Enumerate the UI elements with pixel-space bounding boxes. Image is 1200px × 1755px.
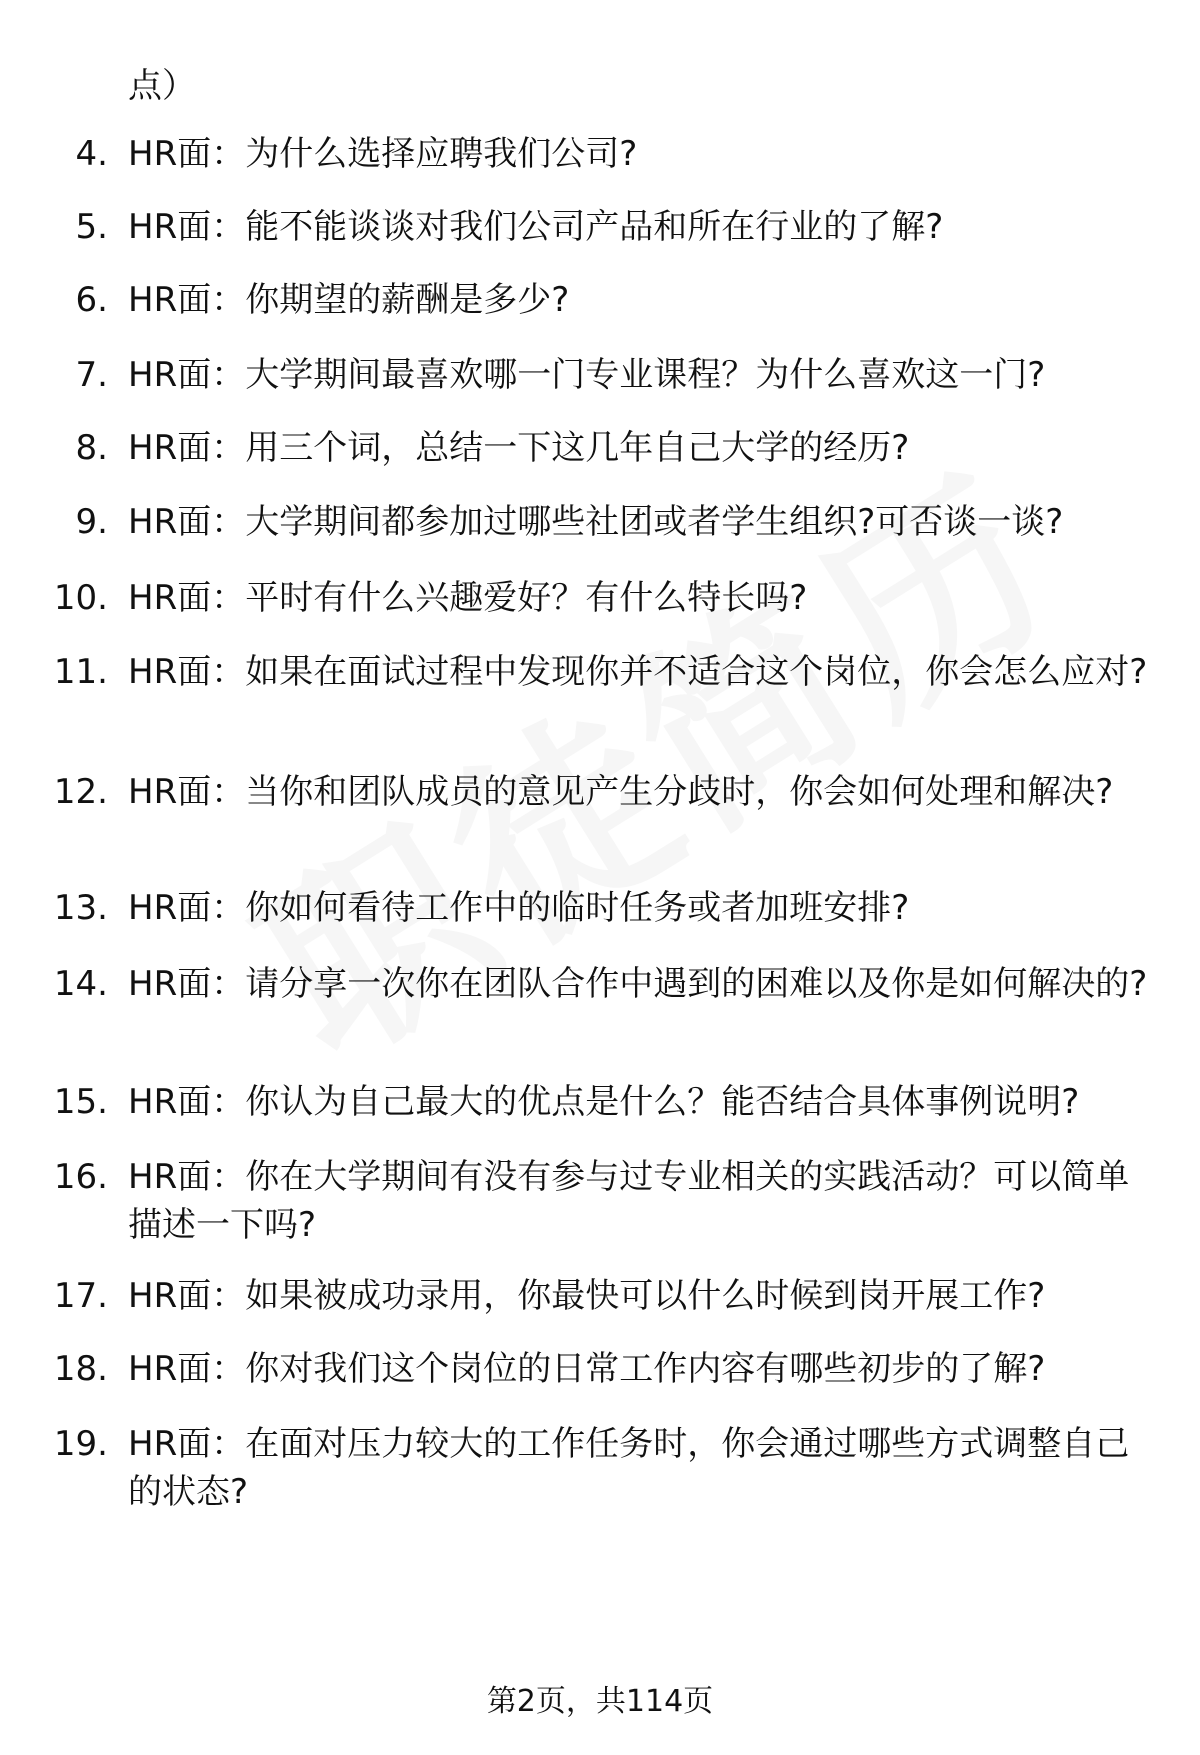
question-number: 10. [53, 578, 108, 618]
question-text: HR面：你在大学期间有没有参与过专业相关的实践活动？可以简单描述一下吗? [128, 1157, 1130, 1245]
question-text: HR面：你认为自己最大的优点是什么？能否结合具体事例说明? [128, 1082, 1080, 1122]
question-number: 17. [53, 1276, 108, 1316]
question-number: 13. [53, 888, 108, 928]
question-number: 12. [53, 772, 108, 812]
question-text: HR面：如果被成功录用，你最快可以什么时候到岗开展工作? [128, 1276, 1046, 1316]
question-number: 6. [75, 280, 108, 320]
question-text: HR面：如果在面试过程中发现你并不适合这个岗位，你会怎么应对? [128, 652, 1148, 692]
question-number: 18. [53, 1349, 108, 1389]
question-number: 7. [75, 355, 108, 395]
question-text: HR面：你期望的薪酬是多少? [128, 280, 570, 320]
question-text: HR面：请分享一次你在团队合作中遇到的困难以及你是如何解决的? [128, 964, 1148, 1004]
question-text: HR面：当你和团队成员的意见产生分歧时，你会如何处理和解决? [128, 772, 1114, 812]
question-number: 5. [75, 207, 108, 247]
question-text: HR面：大学期间都参加过哪些社团或者学生组织?可否谈一谈? [128, 502, 1064, 542]
question-number: 11. [53, 652, 108, 692]
question-number: 19. [53, 1424, 108, 1464]
question-text: HR面：大学期间最喜欢哪一门专业课程？为什么喜欢这一门? [128, 355, 1046, 395]
page-footer: 第2页，共114页 [486, 1684, 714, 1719]
question-text: HR面：为什么选择应聘我们公司? [128, 134, 638, 174]
question-number: 15. [53, 1082, 108, 1122]
question-text: HR面：用三个词，总结一下这几年自己大学的经历? [128, 428, 910, 468]
question-number: 14. [53, 964, 108, 1004]
question-text: HR面：平时有什么兴趣爱好？有什么特长吗? [128, 578, 808, 618]
question-text: HR面：你如何看待工作中的临时任务或者加班安排? [128, 888, 910, 928]
question-text: HR面：能不能谈谈对我们公司产品和所在行业的了解? [128, 207, 944, 247]
continuation-text: 点） [128, 66, 196, 106]
question-number: 8. [75, 428, 108, 468]
question-number: 16. [53, 1157, 108, 1197]
question-number: 4. [75, 134, 108, 174]
question-text: HR面：你对我们这个岗位的日常工作内容有哪些初步的了解? [128, 1349, 1046, 1389]
question-number: 9. [75, 502, 108, 542]
question-text: HR面：在面对压力较大的工作任务时，你会通过哪些方式调整自己的状态? [128, 1424, 1130, 1512]
